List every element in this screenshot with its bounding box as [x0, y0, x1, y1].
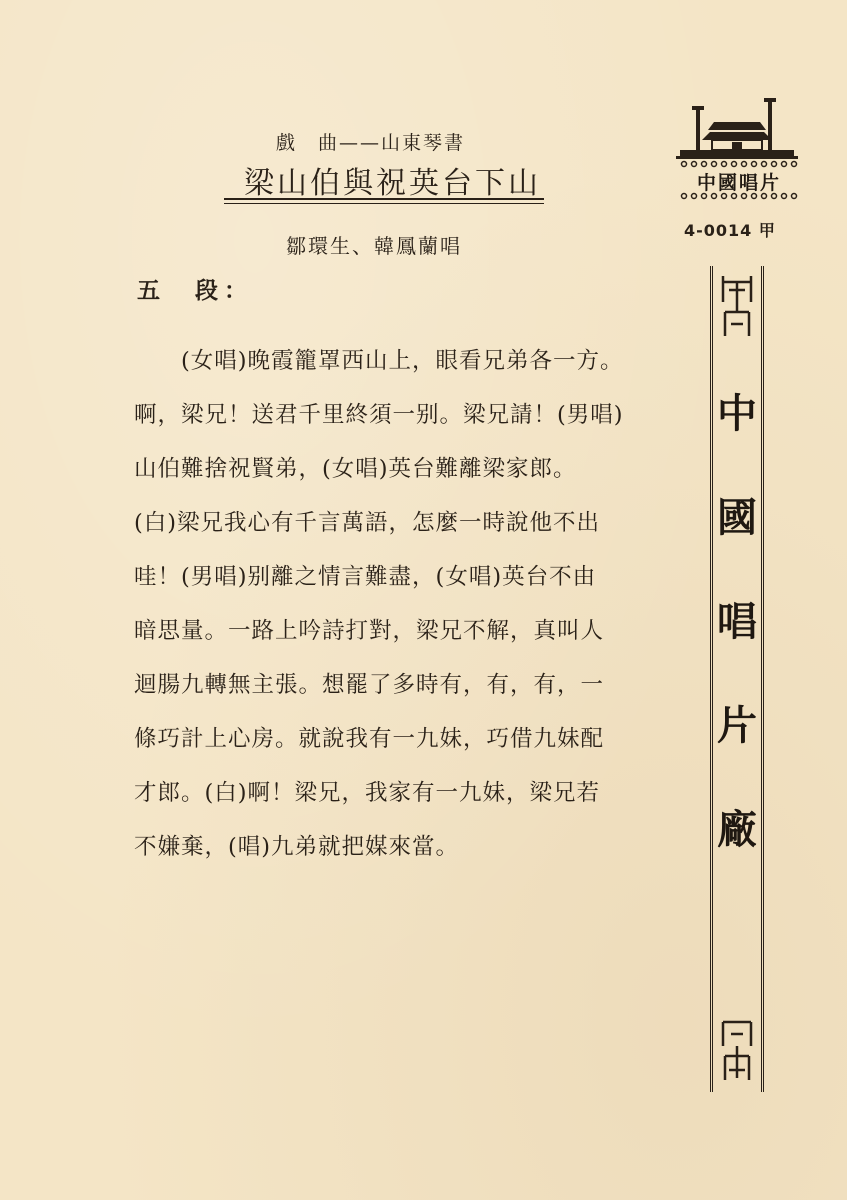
lyrics-line: 不嫌棄，(唱)九弟就把媒來當。 — [134, 834, 460, 860]
lyrics-line: 條巧計上心房。就說我有一九妹，巧借九妹配 — [134, 726, 605, 752]
section-label: 五 段： — [137, 277, 253, 304]
page-title: 梁山伯與祝英台下山 — [244, 166, 541, 201]
ornament-icon — [717, 272, 757, 342]
catalog-number: 4-0014 甲 — [684, 221, 776, 240]
ornament-icon — [717, 1016, 757, 1086]
lyrics-body — [134, 334, 634, 874]
performers-line: 鄒環生、韓鳳蘭唱 — [286, 234, 462, 258]
lyrics-line: 才郎。(白)啊！梁兄，我家有一九妹，梁兄若 — [134, 780, 601, 806]
lyrics-line: (女唱)晚霞籠罩西山上，眼看兄弟各一方。 — [134, 348, 624, 374]
vertical-brand-panel — [710, 266, 764, 1092]
vertical-brand-text: 中國唱片廠 — [717, 390, 757, 853]
title-underline — [224, 198, 544, 204]
lyrics-line: (白)梁兄我心有千言萬語，怎麼一時說他不出 — [134, 510, 601, 536]
lyrics-line: 啊，梁兄！送君千里終須一别。梁兄請！(男唱) — [134, 402, 624, 428]
lyrics-line: 山伯難捨祝賢弟，(女唱)英台難離梁家郎。 — [134, 456, 577, 482]
logo-wordmark: 中國唱片 — [696, 172, 781, 194]
genre-heading: 戲 曲——山東琴書 — [276, 132, 466, 154]
lyrics-line: 暗思量。一路上吟詩打對，梁兄不解，真叫人 — [134, 618, 605, 644]
lyrics-line: 迴腸九轉無主張。想罷了多時有，有，有，一 — [134, 672, 605, 698]
lyrics-line: 哇！(男唱)别離之情言難盡，(女唱)英台不由 — [134, 564, 597, 590]
